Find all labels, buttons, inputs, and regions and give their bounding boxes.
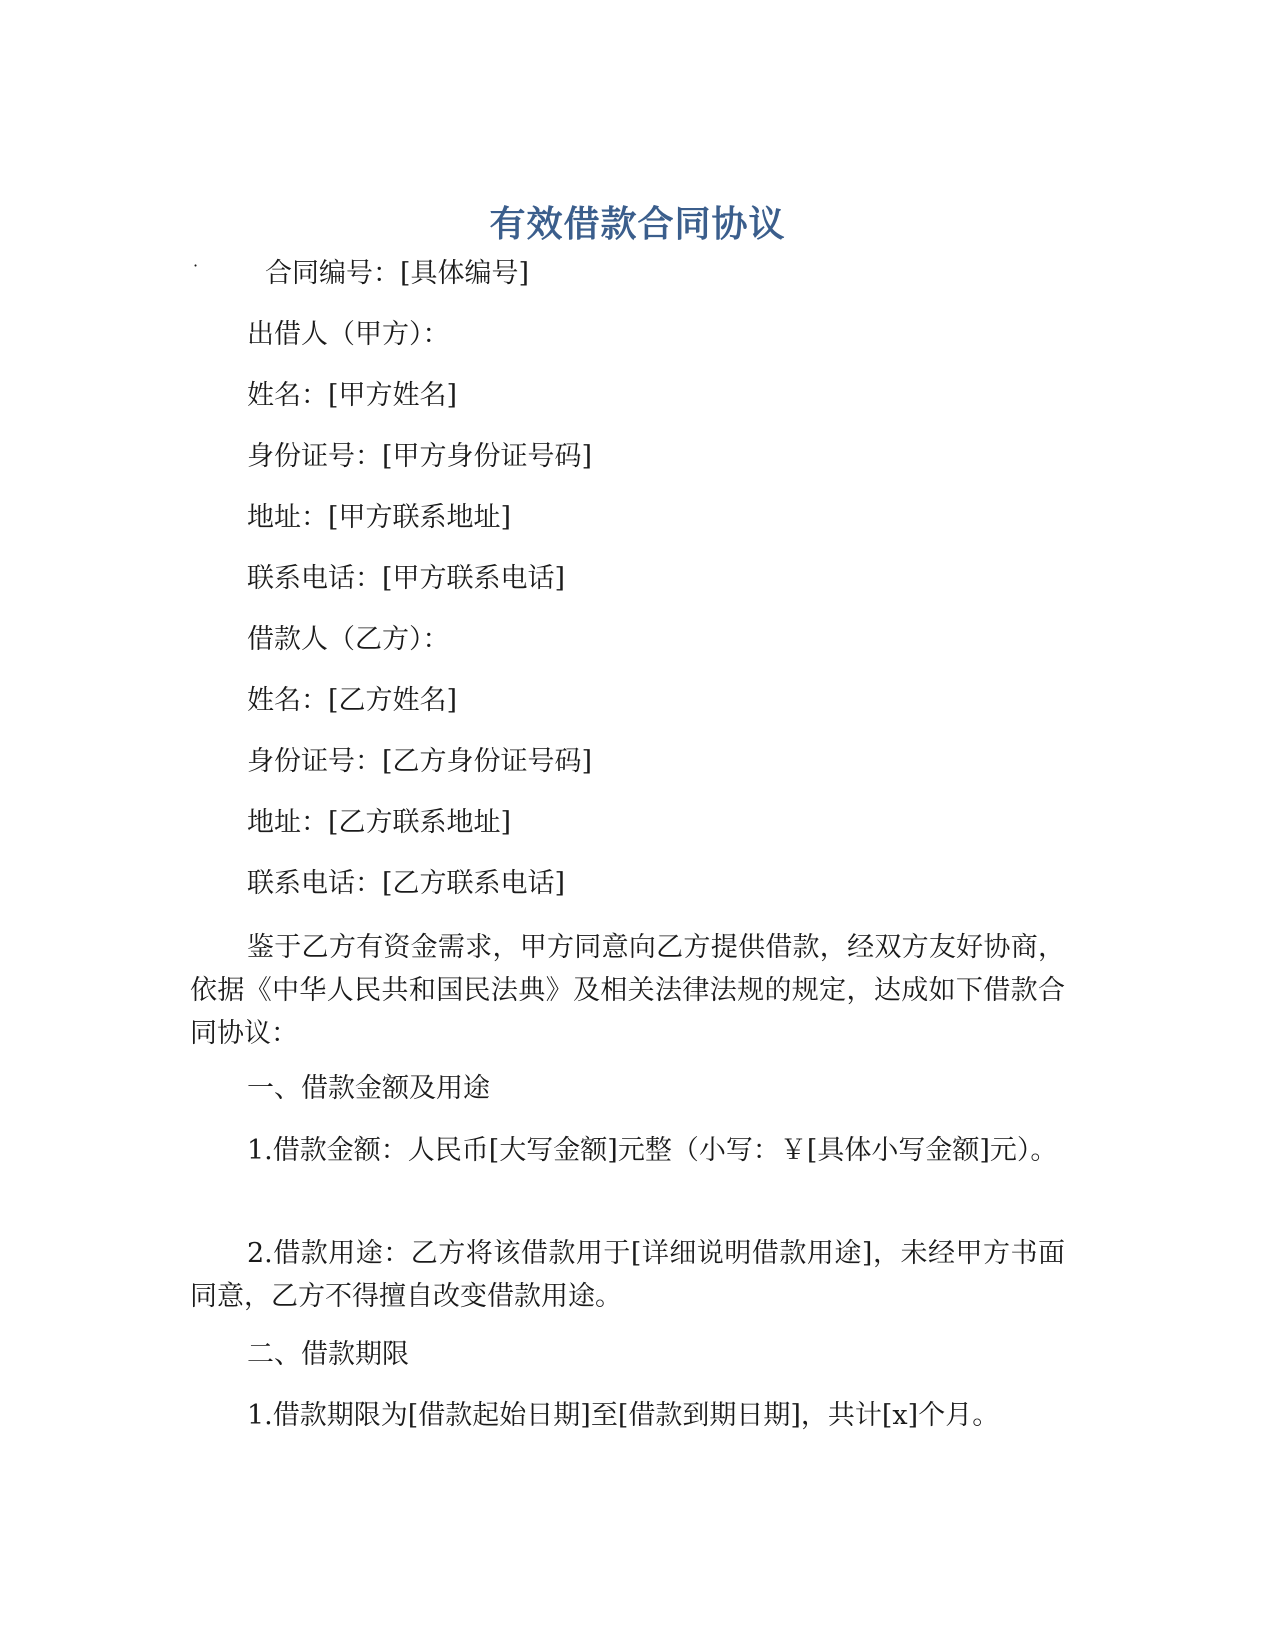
preamble-paragraph: 鉴于乙方有资金需求，甲方同意向乙方提供借款，经双方友好协商，依据《中华人民共和国民法典》及相关法律法规的规定，达成如下借款合同协议： [190,932,1065,1049]
borrower-name: 姓名：[乙方姓名] [247,685,458,716]
lender-heading: 出借人（甲方）： [247,319,450,350]
contract-number: 合同编号：[具体编号] [265,258,530,289]
section-1-heading: 一、借款金额及用途 [247,1073,490,1104]
borrower-address: 地址：[乙方联系地址] [247,807,512,838]
borrower-phone: 联系电话：[乙方联系电话] [247,868,566,899]
bullet-dot: · [193,256,199,275]
borrower-id: 身份证号：[乙方身份证号码] [247,746,593,777]
lender-name: 姓名：[甲方姓名] [247,380,458,411]
lender-id: 身份证号：[甲方身份证号码] [247,441,593,472]
section-1-item-1: 1.借款金额：人民币[大写金额]元整（小写：￥[具体小写金额]元）。 [247,1135,1058,1166]
borrower-heading: 借款人（乙方）： [247,624,450,655]
lender-phone: 联系电话：[甲方联系电话] [247,563,566,594]
section-2-heading: 二、借款期限 [247,1339,409,1370]
section-2-item-1: 1.借款期限为[借款起始日期]至[借款到期日期]，共计[x]个月。 [247,1400,1000,1431]
document-title: 有效借款合同协议 [489,204,786,245]
section-1-item-2: 2.借款用途：乙方将该借款用于[详细说明借款用途]，未经甲方书面同意，乙方不得擅自改变借款用途。 [190,1238,1065,1312]
lender-address: 地址：[甲方联系地址] [247,502,512,533]
